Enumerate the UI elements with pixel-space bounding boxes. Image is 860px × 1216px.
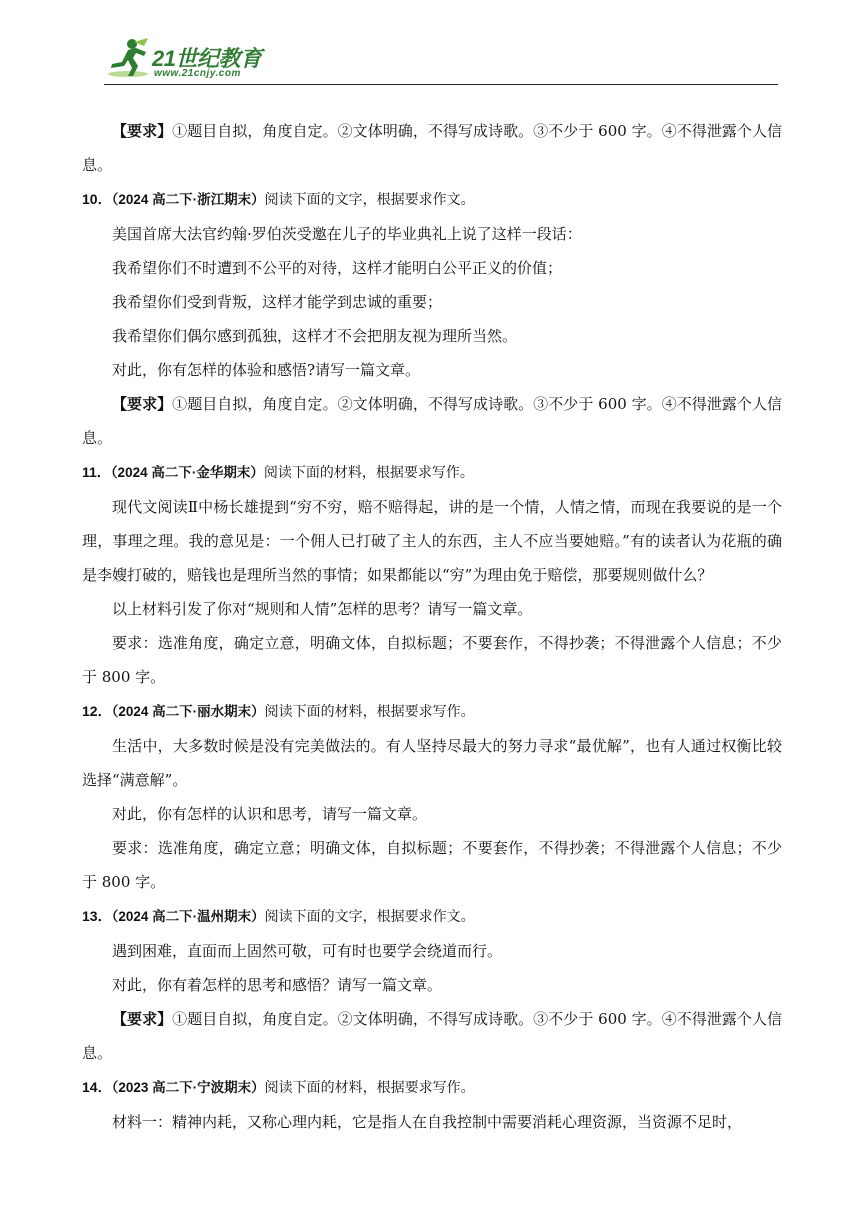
question-source: （2024 高二下·浙江期末） — [111, 192, 265, 207]
body-paragraph: 材料一：精神内耗，又称心理内耗，它是指人在自我控制中需要消耗心理资源，当资源不足时， — [112, 1113, 743, 1131]
question-prompt: 阅读下面的材料，根据要求写作。 — [263, 465, 474, 481]
requirements-paragraph — [82, 387, 782, 455]
question-number: 10． — [82, 191, 112, 207]
question-heading — [82, 694, 782, 729]
question-number: 14． — [82, 1079, 112, 1095]
body-paragraph: 要求：选准角度，确定立意，明确文体，自拟标题；不要套作，不得抄袭；不得泄露个人信息；不少于 800 字。 — [82, 634, 782, 686]
requirements-label: 【要求】 — [112, 395, 173, 413]
body-paragraph: 美国首席大法官约翰·罗伯茨受邀在儿子的毕业典礼上说了这样一段话： — [112, 225, 582, 243]
question-number: 12． — [82, 703, 112, 719]
question-source: （2023 高二下·宁波期末） — [111, 1080, 265, 1095]
logo-text: 21世纪教育 — [152, 46, 262, 71]
page-header — [0, 0, 860, 92]
body-paragraph: 遇到困难，直面而上固然可敬，可有时也要学会绕道而行。 — [112, 942, 503, 960]
question-source: （2024 高二下·温州期末） — [111, 909, 265, 924]
question-heading — [82, 899, 782, 934]
logo — [104, 38, 284, 86]
body-paragraph: 对此，你有怎样的认识和思考，请写一篇文章。 — [112, 805, 428, 823]
question-prompt: 阅读下面的文字，根据要求作文。 — [264, 192, 475, 208]
body-paragraph: 对此，你有着怎样的思考和感悟？请写一篇文章。 — [112, 976, 443, 994]
body-paragraph: 对此，你有怎样的体验和感悟?请写一篇文章。 — [112, 361, 421, 379]
requirements-label: 【要求】 — [112, 122, 173, 140]
question-number: 11． — [82, 464, 111, 480]
question-source: （2024 高二下·丽水期末） — [111, 704, 265, 719]
header-divider — [104, 84, 778, 85]
body-paragraph: 现代文阅读Ⅱ中杨长雄提到“穷不穷，赔不赔得起，讲的是一个情，人情之情，而现在我要说的是一个理，事理之理。我的意见是：一个佣人已打破了主人的东西，主人不应当要她赔。”有的读者认为花瓶的确是李嫂打破的，赔钱也是理所当然的事情；如果都能以“穷”为理由免于赔偿，那要规则做什么？ — [82, 498, 782, 584]
requirements-text: ①题目自拟，角度自定。②文体明确，不得写成诗歌。③不少于 600 字。④不得泄露个人信息。 — [82, 395, 782, 447]
question-prompt: 阅读下面的文字，根据要求作文。 — [264, 909, 475, 925]
question-source: （2024 高二下·金华期末） — [110, 465, 264, 480]
question-heading — [82, 1070, 782, 1105]
body-paragraph: 我希望你们不时遭到不公平的对待，这样才能明白公平正义的价值； — [112, 259, 563, 277]
requirements-paragraph — [82, 114, 782, 182]
question-prompt: 阅读下面的材料，根据要求写作。 — [264, 1080, 475, 1096]
body-paragraph: 生活中，大多数时候是没有完美做法的。有人坚持尽最大的努力寻求“最优解”，也有人通过权衡比较选择“满意解”。 — [82, 737, 782, 789]
body-paragraph: 我希望你们受到背叛，这样才能学到忠诚的重要； — [112, 293, 443, 311]
body-paragraph: 要求：选准角度，确定立意；明确文体，自拟标题；不要套作，不得抄袭；不得泄露个人信息；不少于 800 字。 — [82, 839, 782, 891]
document-body — [82, 114, 782, 1139]
requirements-text: ①题目自拟，角度自定。②文体明确，不得写成诗歌。③不少于 600 字。④不得泄露个人信息。 — [82, 1010, 782, 1062]
requirements-paragraph — [82, 1002, 782, 1070]
question-heading — [82, 455, 782, 490]
body-paragraph: 我希望你们偶尔感到孤独，这样才不会把朋友视为理所当然。 — [112, 327, 518, 345]
body-paragraph: 以上材料引发了你对“规则和人情”怎样的思考？请写一篇文章。 — [112, 600, 533, 618]
logo-url: www.21cnjy.com — [154, 68, 241, 79]
requirements-text: ①题目自拟，角度自定。②文体明确，不得写成诗歌。③不少于 600 字。④不得泄露个人信息。 — [82, 122, 782, 174]
runner-logo-icon — [104, 38, 150, 80]
question-prompt: 阅读下面的材料，根据要求写作。 — [264, 704, 475, 720]
requirements-label: 【要求】 — [112, 1010, 173, 1028]
question-number: 13． — [82, 908, 112, 924]
question-heading — [82, 182, 782, 217]
